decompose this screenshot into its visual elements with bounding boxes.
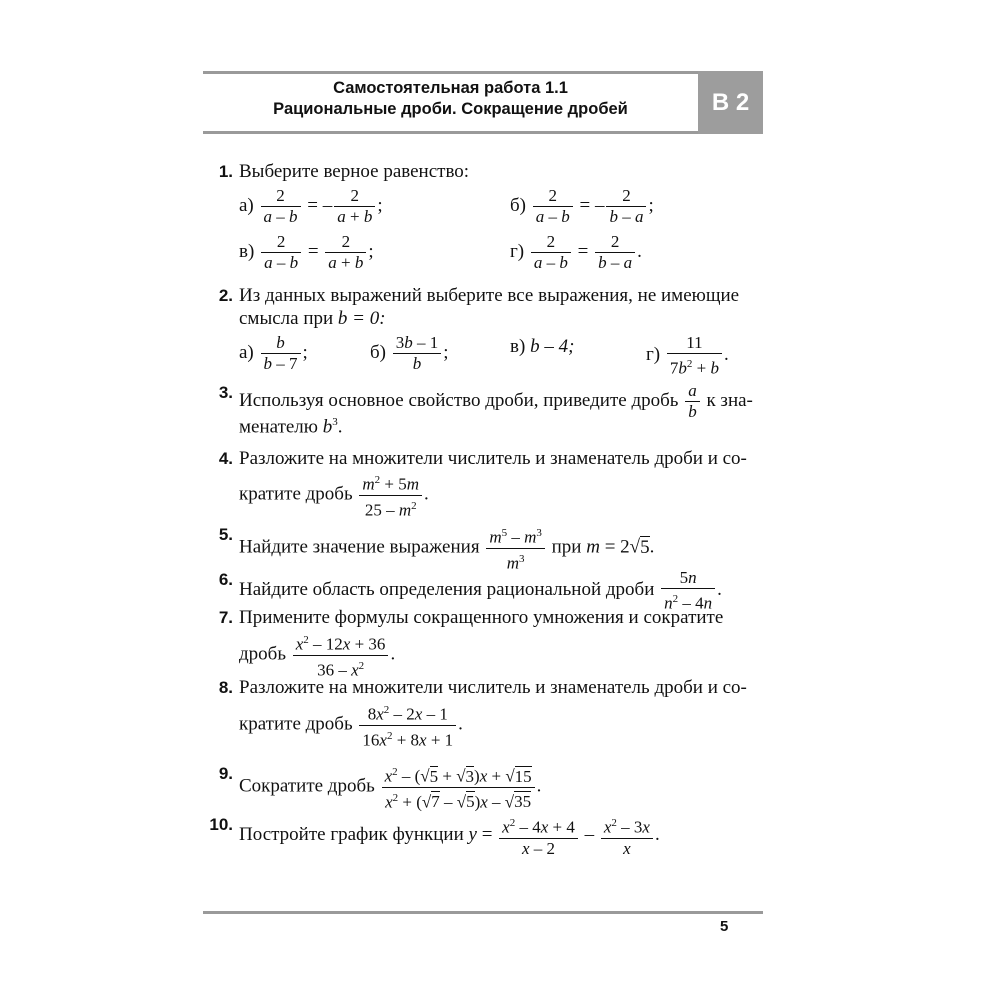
option-label: б) xyxy=(510,194,526,216)
option-b: б) $\frac{2}{a - b}$ = – $\frac{2}{b - a}$ ; xyxy=(510,186,654,226)
task-number: 2. xyxy=(218,286,233,305)
option-label: в) xyxy=(239,240,255,262)
footer-rule xyxy=(203,911,763,914)
option-label: б) xyxy=(370,341,386,363)
task-text: кратите дробь xyxy=(239,713,353,735)
option-g: г) $\frac{11}{7b^2 + b}$ . xyxy=(646,333,729,378)
task-7-line-2: дробь $\frac{x^2 - 12x + 36}{36 - x^2}$ . xyxy=(239,630,395,680)
task-text: Примените формулы сокращенного умножения и сократите xyxy=(239,607,724,628)
task-text: Разложите на множители числитель и знаменатель дроби и со- xyxy=(239,448,747,469)
task-3-line-2: менателю $b^3$. xyxy=(239,416,343,438)
task-number: 8. xyxy=(218,678,233,697)
task-text-part: Найдите значение выражения xyxy=(239,536,480,558)
task-number: 3. xyxy=(218,383,233,402)
condition: b = 0: xyxy=(337,308,386,329)
option-a: а) $\frac{b}{b - 7}$ ; xyxy=(239,333,308,373)
task-4-line-2: кратите дробь $\frac{m^2 + 5m}{25 - m^2}$ . xyxy=(239,470,429,520)
header-text xyxy=(203,78,698,120)
task-text-part: Сократите дробь xyxy=(239,775,375,797)
option-label: г) xyxy=(646,344,661,366)
option-label: а) xyxy=(239,341,254,363)
task-text: менателю xyxy=(239,416,318,438)
option-label: г) xyxy=(510,240,525,262)
task-text: дробь xyxy=(239,643,286,665)
option-v: в) $\frac{2}{a - b}$ = $\frac{2}{a + b}$ ; xyxy=(239,232,374,272)
task-number: 7. xyxy=(218,608,233,627)
option-g: г) $\frac{2}{a - b}$ = $\frac{2}{b - a}$ . xyxy=(510,232,642,272)
header-bar xyxy=(203,71,763,134)
task-text-part: Найдите область определения рациональной дроби xyxy=(239,579,655,601)
task-text-part: Постройте график функции xyxy=(239,824,464,846)
task-text-part: Используя основное свойство дроби, приведите дробь xyxy=(239,389,679,411)
option-expression: b – 4; xyxy=(530,336,575,357)
task-number: 5. xyxy=(218,525,233,544)
option-a: а) $\frac{2}{a - b}$ = – $\frac{2}{a + b}$ ; xyxy=(239,186,383,226)
task-text-part: к зна- xyxy=(706,389,753,411)
option-v xyxy=(510,335,574,359)
task-text: кратите дробь xyxy=(239,483,353,505)
task-text: Найдите значение выражения $\frac{m^5 - m^3}{m^3}$ при m = 2√5. xyxy=(239,523,654,573)
task-text: Сократите дробь $\frac{x^2 - (√5 + √3)x + √15}{x^2 + (√7 - √5)x - √35}$ . xyxy=(239,762,541,812)
task-text: Разложите на множители числитель и знаменатель дроби и со- xyxy=(239,677,747,698)
task-text: Найдите область определения рациональной дроби $\frac{5n}{n^2 - 4n}$ . xyxy=(239,568,722,613)
task-number: 4. xyxy=(218,449,233,468)
option-b: б) $\frac{3b - 1}{b}$ ; xyxy=(370,333,449,373)
task-text: Из данных выражений выберите все выражения, не имеющие xyxy=(239,285,740,306)
task-text-part: при xyxy=(551,536,582,558)
task-text: Выберите верное равенство: xyxy=(239,161,470,182)
variant-badge: В 2 xyxy=(698,71,763,134)
task-text: Используя основное свойство дроби, приведите дробь $\frac{a}{b}$ к зна- xyxy=(239,381,753,421)
task-number: 9. xyxy=(218,764,233,783)
task-text: смысла при xyxy=(239,308,334,329)
option-label: в) xyxy=(510,336,526,357)
task-number: 10. xyxy=(209,815,233,834)
page-number: 5 xyxy=(720,918,729,935)
task-number: 1. xyxy=(218,162,233,181)
option-label: а) xyxy=(239,194,254,216)
task-2-line-2 xyxy=(239,307,386,331)
task-8-line-2: кратите дробь $\frac{8x^2 - 2x - 1}{16x^2 + 8x + 1}$ . xyxy=(239,700,463,750)
work-subtitle: Рациональные дроби. Сокращение дробей xyxy=(273,100,628,118)
task-text: Постройте график функции y = $\frac{x^2 - 4x + 4}{x - 2}$ – $\frac{x^2 - 3x}{x}$ . xyxy=(239,813,660,859)
task-number: 6. xyxy=(218,570,233,589)
work-title: Самостоятельная работа 1.1 xyxy=(333,79,568,97)
